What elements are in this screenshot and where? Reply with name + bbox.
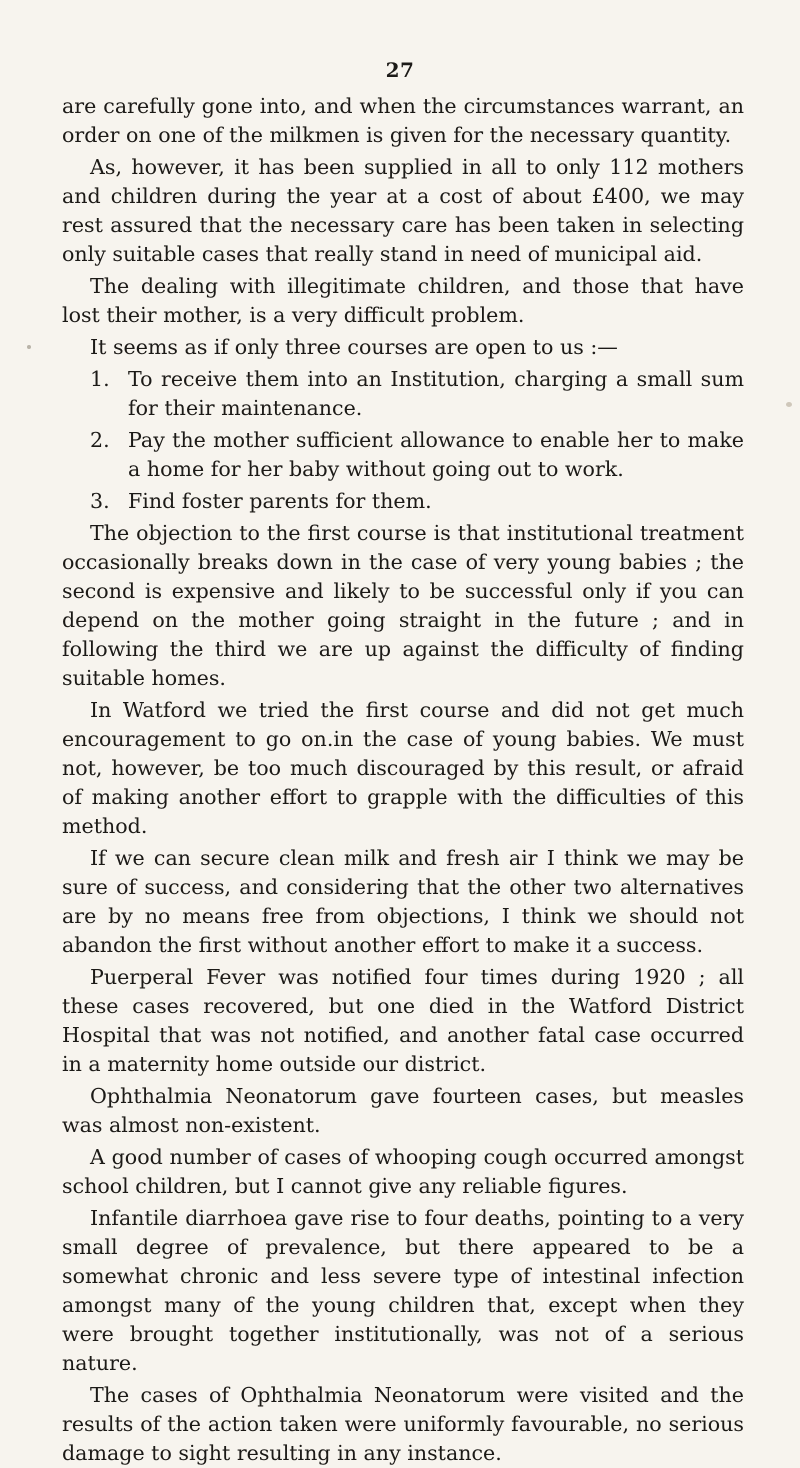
paragraph: Ophthalmia Neonatorum gave fourteen cases, but measles was almost non-existent. <box>62 1084 744 1137</box>
list-number: 2. <box>90 428 110 452</box>
paragraph: The cases of Ophthalmia Neonatorum were visited and the results of the action taken were uniformly favourable, no serious damage to sight resulting in any instance. <box>62 1383 744 1465</box>
body-text <box>62 92 744 1468</box>
paragraph: It seems as if only three courses are open to us :— <box>90 335 618 359</box>
list-number: 1. <box>90 367 110 391</box>
margin-speck <box>786 402 792 407</box>
paragraph: In Watford we tried the first course and did not get much encouragement to go on.in the case of young babies. We must not, however, be too much discouraged by this result, or afraid of making another effort to grapple with the difficulties of this method. <box>62 698 744 838</box>
paragraph: Puerperal Fever was notified four times during 1920 ; all these cases recovered, but one died in the Watford District Hospital that was not notified, and another fatal case occurred in a maternity home outside our district. <box>62 965 744 1076</box>
paragraph: The objection to the first course is that institutional treatment occasionally breaks down in the case of very young babies ; the second is expensive and likely to be successful only if you can depend on the mother going straight in the future ; and in following the third we are up against the difficulty of finding suitable homes. <box>62 521 744 690</box>
list-item-text: Find foster parents for them. <box>128 489 432 513</box>
paragraph: Infantile diarrhoea gave rise to four deaths, pointing to a very small degree of prevalence, but there appeared to be a somewhat chronic and less severe type of intestinal infection amongst many of the young children that, except when they were brought together institutionally, was not of a serious nature. <box>62 1206 744 1375</box>
paragraph: As, however, it has been supplied in all to only 112 mothers and children during the year at a cost of about £400, we may rest assured that the necessary care has been taken in selecting only suitable cases that really stand in need of municipal aid. <box>62 155 744 266</box>
paragraph: If we can secure clean milk and fresh air I think we may be sure of success, and considering that the other two alternatives are by no means free from objections, I think we should not abandon the first without another effort to make it a success. <box>62 846 744 957</box>
list-number: 3. <box>90 489 110 513</box>
list-item <box>62 365 744 423</box>
paragraph: The dealing with illegitimate children, and those that have lost their mother, is a very difficult problem. <box>62 274 744 327</box>
list-item <box>62 426 744 484</box>
margin-speck <box>27 345 31 349</box>
list-item <box>62 487 744 516</box>
list-item-text: Pay the mother sufficient allowance to enable her to make a home for her baby without going out to work. <box>128 428 744 481</box>
list-item-text: To receive them into an Institution, charging a small sum for their maintenance. <box>128 367 744 420</box>
paragraph: are carefully gone into, and when the circumstances warrant, an order on one of the milkmen is given for the necessary quantity. <box>62 94 744 147</box>
page-number: 27 <box>385 58 415 82</box>
paragraph: A good number of cases of whooping cough occurred amongst school children, but I cannot give any reliable figures. <box>62 1145 744 1198</box>
